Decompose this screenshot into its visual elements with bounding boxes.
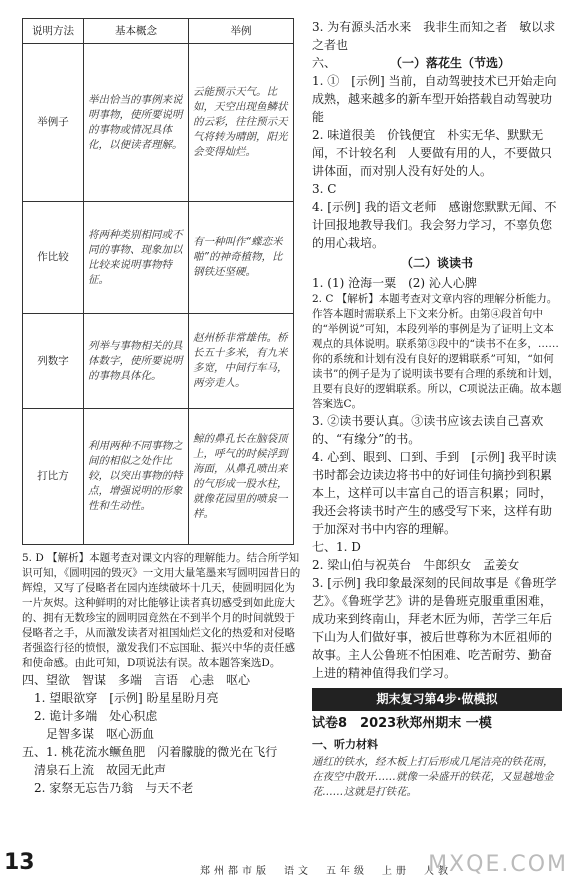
section-4-title: 四、望欲 智谋 多端 言语 心恚 呕心 [22,673,251,687]
exam-tag: 一模 [465,716,492,731]
answer-b3: 3. ②读书要认真。③读书应该去读自己喜欢的、“有缘分”的书。 [312,414,544,446]
listening-text: 通红的铁水，经木板上打后形成几尾洁亮的铁花雨，在夜空中散开……就像一朵盛开的铁花，又显越地金花……这就是打铁花。 [312,756,554,798]
table-cell-example: 赵州桥非常雄伟。桥长五十多米，有九米多宽，中间行车马，两旁走人。 [189,314,294,409]
answer-b2: 2. C 【解析】本题考查对文章内容的理解分析能力。作答本题时需联系上下文来分析。由第④段首句中的“举例说”可知，本段列举的事例是为了证明上文本观点的具体说明。联系第③段中的“读书不在多，……你的系统和计划有没有良好的逻辑联系”可知，“如何读书”的例子是为了说明读书要有合理的系统和计划，且要有良好的逻辑联系。所以，C项说法正确。故本题答案选C。 [312,293,562,410]
answer-6-1: 1. ① [示例] 当前，自动驾驶技术已开始走向成熟，越来越多的新车型开始搭载自动驾驶功能 [312,74,557,124]
answer-6-4: 4. [示例] 我的语文老师 感谢您默默无闻、不计回报地教导我们。我会努力学习，不辜负您的用心栽培。 [312,200,557,250]
left-column [22,18,302,797]
table-cell-method: 作比较 [23,202,84,314]
watermark: MXQE.COM [428,852,568,877]
answer-5-1: 五、1. 桃花流水鳜鱼肥 闪着朦胧的微光在飞行 [22,745,278,759]
answer-7-3: 3. [示例] 我印象最深刻的民间故事是《鲁班学艺》。《鲁班学艺》讲的是鲁班克服重重困难，成功来到终南山，拜老木匠为师，苦学三年后下山为人们做好事，被后世尊称为木匠祖师的故事。主人公鲁班不怕困难、吃苦耐劳、勤奋上进的精神值得我们学习。 [312,576,557,680]
table-cell-concept: 利用两种不同事物之间的相似之处作比较，以突出事物的特点，增强说明的形象性和生动性。 [84,409,189,545]
table-cell-concept: 举出恰当的事例来说明事物，使所要说明的事物或情况具体化，以便读者理解。 [84,44,189,202]
listening-title: 一、听力材料 [312,738,378,751]
table-cell-example: 鲸的鼻孔长在脑袋顶上，呼气的时候浮到海面，从鼻孔喷出来的气形成一股水柱，就像花园里的喷泉一样。 [189,409,294,545]
review-banner: 期末复习第4步·做模拟 [312,688,562,711]
explanation-methods-table [22,18,294,545]
table-row [23,202,294,314]
answer-7-2: 2. 梁山伯与祝英台 牛郎织女 孟姜女 [312,558,520,572]
answer-r3: 3. 为有源头活水来 我非生而知之者 敏以求之者也 [312,20,556,52]
answer-4-2-cont: 足智多谋 呕心沥血 [46,727,155,741]
table-cell-method: 举例子 [23,44,84,202]
answer-5-2: 2. 家祭无忘告乃翁 与天不老 [34,781,194,795]
table-cell-example: 有一种叫作“蝶恋米啪”的神奇植物，比钢铁还坚硬。 [189,202,294,314]
section-6-title [312,54,562,72]
table-cell-concept: 列举与事物相关的具体数字，使所要说明的事物具体化。 [84,314,189,409]
subsection-2-title: （二）谈读书 [400,256,473,270]
exam-title [312,715,562,732]
answer-4-2: 2. 诡计多端 处心积虑 [34,709,158,723]
footer-info: 郑州都市版 语文 五年级 上册 人教 [200,866,452,877]
table-cell-example: 云能预示天气。比如，天空出现鱼鳞状的云彩，往往预示天气将转为晴朗，阳光会变得灿烂。 [189,44,294,202]
answer-5-1-cont: 清泉石上流 故园无此声 [34,763,167,777]
answer-4-1: 1. 望眼欲穿 [示例] 盼星星盼月亮 [34,691,219,705]
table-row [23,314,294,409]
page-number: 13 [4,850,35,875]
table-row [23,44,294,202]
section-6-label: 六、 [312,56,337,70]
table-header-method: 说明方法 [23,19,84,44]
answer-q5: 5. D 【解析】本题考查对课文内容的理解能力。结合所学知识可知，《圆明园的毁灭》一文用大量笔墨来写圆明园昔日的辉煌，又写了侵略者在园内连续破坏十几天，使圆明园化为一片灰烬。这种鲜明的对比能够让读者真切感受到如此庞大的、拥有无数珍宝的圆明园竟然在不到半个月的时间就毁于侵略者之手，从而激发读者对祖国灿烂文化的热爱和对侵略者强盗行径的愤恨，激发我们不忘国耻、振兴中华的责任感和使命感。由此可知，D项说法有误。故本题答案选D。 [22,552,301,669]
table-row [23,409,294,545]
table-cell-concept: 将两种类别相同或不同的事物、现象加以比较来说明事物特征。 [84,202,189,314]
subsection-1-title: （一）落花生（节选） [396,56,511,70]
table-cell-method: 列数字 [23,314,84,409]
answer-6-3: 3. C [312,182,337,196]
table-header-concept: 基本概念 [84,19,189,44]
answer-b4: 4. 心到、眼到、口到、手到 [示例] 我平时读书时都会边读边将书中的好词佳句摘抄到积累本上，这样可以丰富自己的语言积累；同时，我还会将读书时产生的感受写下来，这样有助于加深对书中内容的理解。 [312,450,557,536]
answer-6-2: 2. 味道很美 价钱便宜 朴实无华、默默无闻，不计较名利 人要做有用的人，不要做只讲体面，而对别人没有好处的人。 [312,128,553,178]
exam-title-text: 试卷8 2023秋郑州期末 [312,716,462,731]
section-7-title: 七、1. D [312,540,361,554]
answer-b1: 1. (1) 沧海一粟 (2) 沁人心脾 [312,276,477,290]
table-header-example: 举例 [189,19,294,44]
table-cell-method: 打比方 [23,409,84,545]
right-column [312,18,562,800]
table-header-row [23,19,294,44]
